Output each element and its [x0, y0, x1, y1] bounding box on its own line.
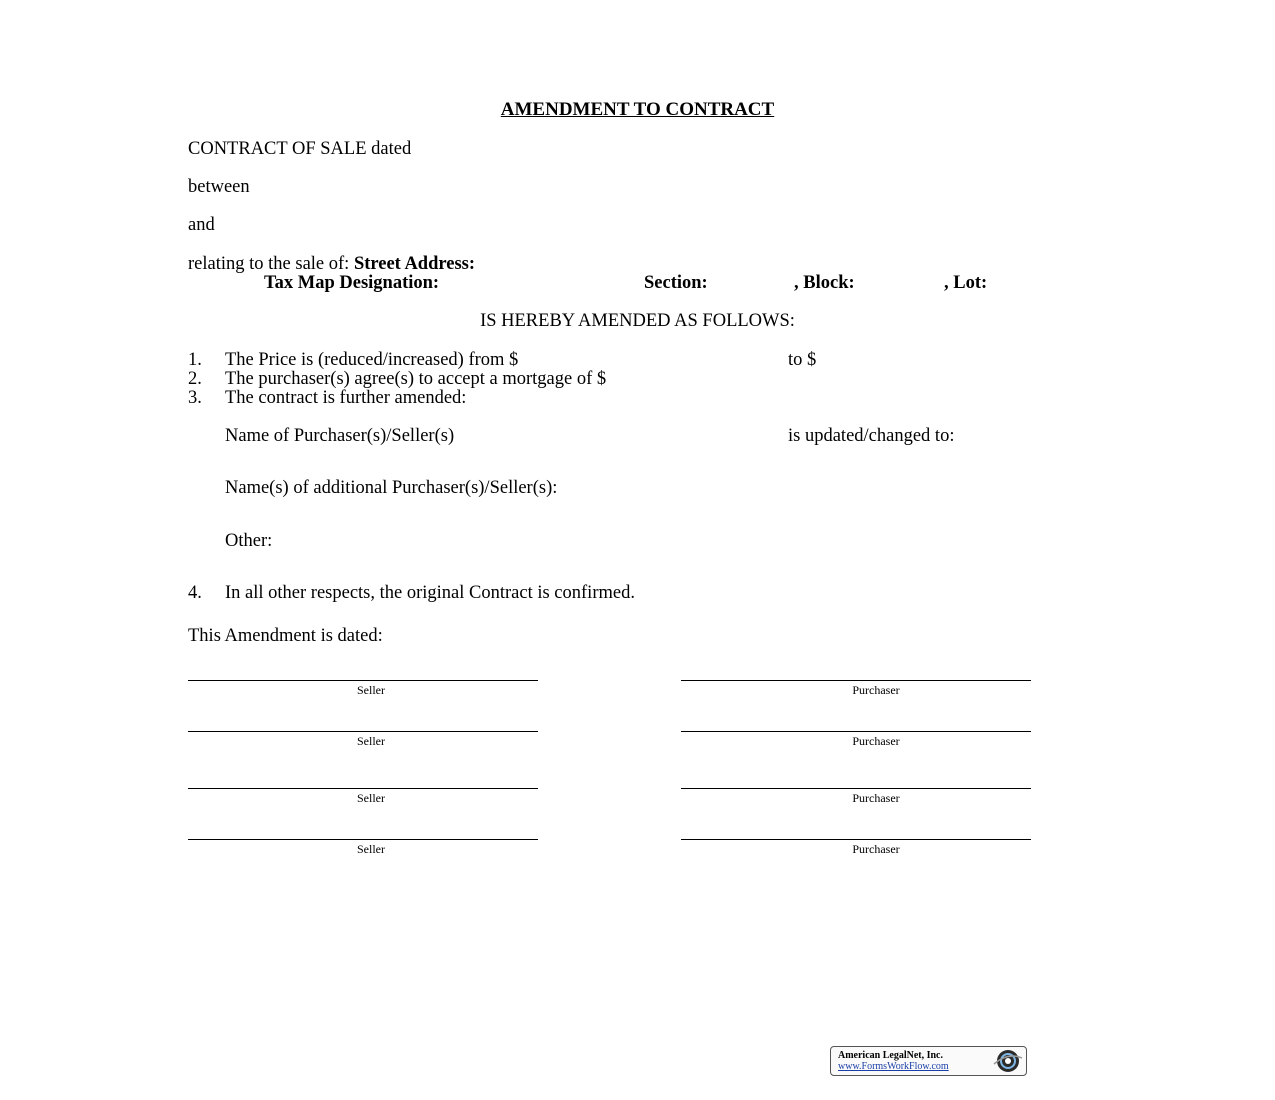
purchaser-signature-line[interactable] — [681, 839, 1031, 840]
item-1-text: The Price is (reduced/increased) from $ — [225, 350, 519, 370]
tax-map-label: Tax Map Designation: — [264, 273, 440, 293]
item-3-number: 3. — [188, 388, 202, 408]
purchaser-label: Purchaser — [852, 842, 900, 856]
seller-signature-line[interactable] — [188, 839, 538, 840]
document-title: AMENDMENT TO CONTRACT — [500, 99, 775, 120]
lot-label: , Lot: — [944, 273, 988, 293]
company-url-link[interactable]: www.FormsWorkFlow.com — [838, 1061, 949, 1072]
relating-prefix: relating to the sale of: — [188, 254, 354, 274]
item-2-text: The purchaser(s) agree(s) to accept a mortgage of $ — [225, 369, 607, 389]
purchaser-label: Purchaser — [852, 683, 900, 697]
amendment-dated-line: This Amendment is dated: — [188, 626, 383, 646]
purchaser-signature-line[interactable] — [681, 731, 1031, 732]
item-3-text: The contract is further amended: — [225, 388, 467, 408]
american-legalnet-badge[interactable] — [830, 1046, 1027, 1076]
seller-signature-line[interactable] — [188, 731, 538, 732]
section-label: Section: — [644, 273, 708, 293]
name-purchaser-seller: Name of Purchaser(s)/Seller(s) — [225, 426, 455, 446]
purchaser-label: Purchaser — [852, 734, 900, 748]
other-label: Other: — [225, 531, 273, 551]
company-name: American LegalNet, Inc. — [838, 1050, 943, 1061]
seller-label: Seller — [357, 791, 385, 805]
street-address-label: Street Address: — [353, 254, 476, 274]
seller-label: Seller — [357, 734, 385, 748]
item-4-number: 4. — [188, 583, 202, 603]
contract-of-sale-line: CONTRACT OF SALE dated — [188, 139, 412, 159]
item-4-text: In all other respects, the original Contract is confirmed. — [225, 583, 635, 603]
item-1-to-label: to $ — [788, 350, 817, 370]
and-line: and — [188, 215, 215, 235]
seller-label: Seller — [357, 683, 385, 697]
between-line: between — [188, 177, 250, 197]
purchaser-signature-line[interactable] — [681, 788, 1031, 789]
block-label: , Block: — [794, 273, 855, 293]
seller-signature-line[interactable] — [188, 788, 538, 789]
additional-names-label: Name(s) of additional Purchaser(s)/Seller(s): — [225, 478, 558, 498]
item-2-number: 2. — [188, 369, 202, 389]
amended-heading: IS HEREBY AMENDED AS FOLLOWS: — [480, 311, 795, 331]
updated-to-label: is updated/changed to: — [788, 426, 955, 446]
purchaser-signature-line[interactable] — [681, 680, 1031, 681]
seller-signature-line[interactable] — [188, 680, 538, 681]
purchaser-label: Purchaser — [852, 791, 900, 805]
item-1-number: 1. — [188, 350, 202, 370]
globe-icon — [990, 1048, 1024, 1074]
seller-label: Seller — [357, 842, 385, 856]
